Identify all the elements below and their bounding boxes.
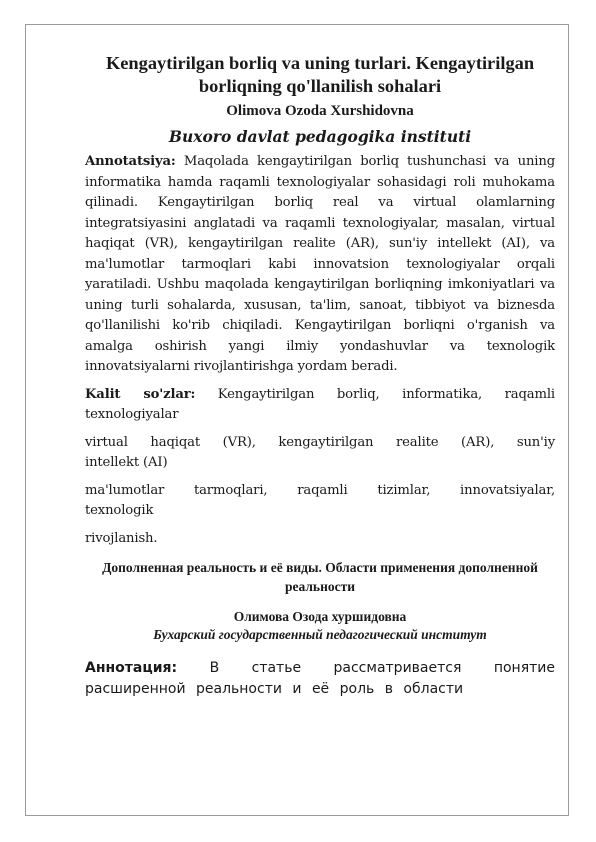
keywords-line: texnologik xyxy=(85,503,154,518)
article-title-ru: Дополненная реальность и её виды. Области применения дополненной реальности xyxy=(102,560,538,594)
keywords-text: Kengaytirilgan borliq, informatika, raqamli xyxy=(195,386,556,402)
institution-uz: Buxoro davlat pedagogika instituti xyxy=(168,127,472,146)
abstract-text-ru: В статье рассматривается понятие расширенной реальности и её роль в области xyxy=(85,660,555,697)
keywords-line: intellekt (AI) xyxy=(85,455,168,470)
abstract-uz xyxy=(85,152,555,378)
keywords-line: rivojlanish. xyxy=(85,530,158,546)
keywords-line: ma'lumotlar tarmoqlari, raqamli tizimlar, innovatsiyalar, xyxy=(85,482,555,498)
author-name-uz: Olimova Ozoda Xurshidovna xyxy=(226,103,414,119)
article-content xyxy=(85,52,555,700)
abstract-label-ru: Аннотация: xyxy=(85,660,178,676)
keywords-line xyxy=(85,385,555,406)
institution-ru: Бухарский государственный педагогический институт xyxy=(153,627,487,642)
article-title-uz: Kengaytirilgan borliq va uning turlari. Kengaytirilgan borliqning qo'llanilish sohalari xyxy=(105,53,535,96)
abstract-ru xyxy=(85,658,555,700)
keywords-uz xyxy=(85,385,555,550)
keywords-line: texnologiyalar xyxy=(85,407,179,422)
keywords-line: virtual haqiqat (VR), kengaytirilgan realite (AR), sun'iy xyxy=(85,434,555,450)
abstract-label-uz: Annotatsiya: xyxy=(85,154,176,169)
abstract-text-uz: Maqolada kengaytirilgan borliq tushunchasi va uning informatika hamda raqamli texnologiyalar sohasidagi roli muhokama qilinadi. Kengaytirilgan borliq real va virtual olamlarning integratsiyasini anglatadi va raqamli texnologiyalar, masalan, virtual haqiqat (VR), kengaytirilgan realite (AR), sun'iy intellekt (AI), va ma'lumotlar tarmoqlari kabi innovatsion texnologiyalar orqali yaratiladi. Ushbu maqolada kengaytirilgan borliqning imkoniyatlari va uning turli sohalarda, xususan, ta'lim, sanoat, tibbiyot va biznesda qo'llanilishi ko'rib chiqiladi. Kengaytirilgan borliqni o'rganish va amalga oshirish yangi ilmiy yondashuvlar va texnologik innovatsiyalarni rivojlantirishga yordam beradi. xyxy=(85,154,555,374)
author-name-ru: Олимова Озода хуршидовна xyxy=(233,609,407,624)
keywords-label-uz: Kalit so'zlar: xyxy=(85,386,196,402)
